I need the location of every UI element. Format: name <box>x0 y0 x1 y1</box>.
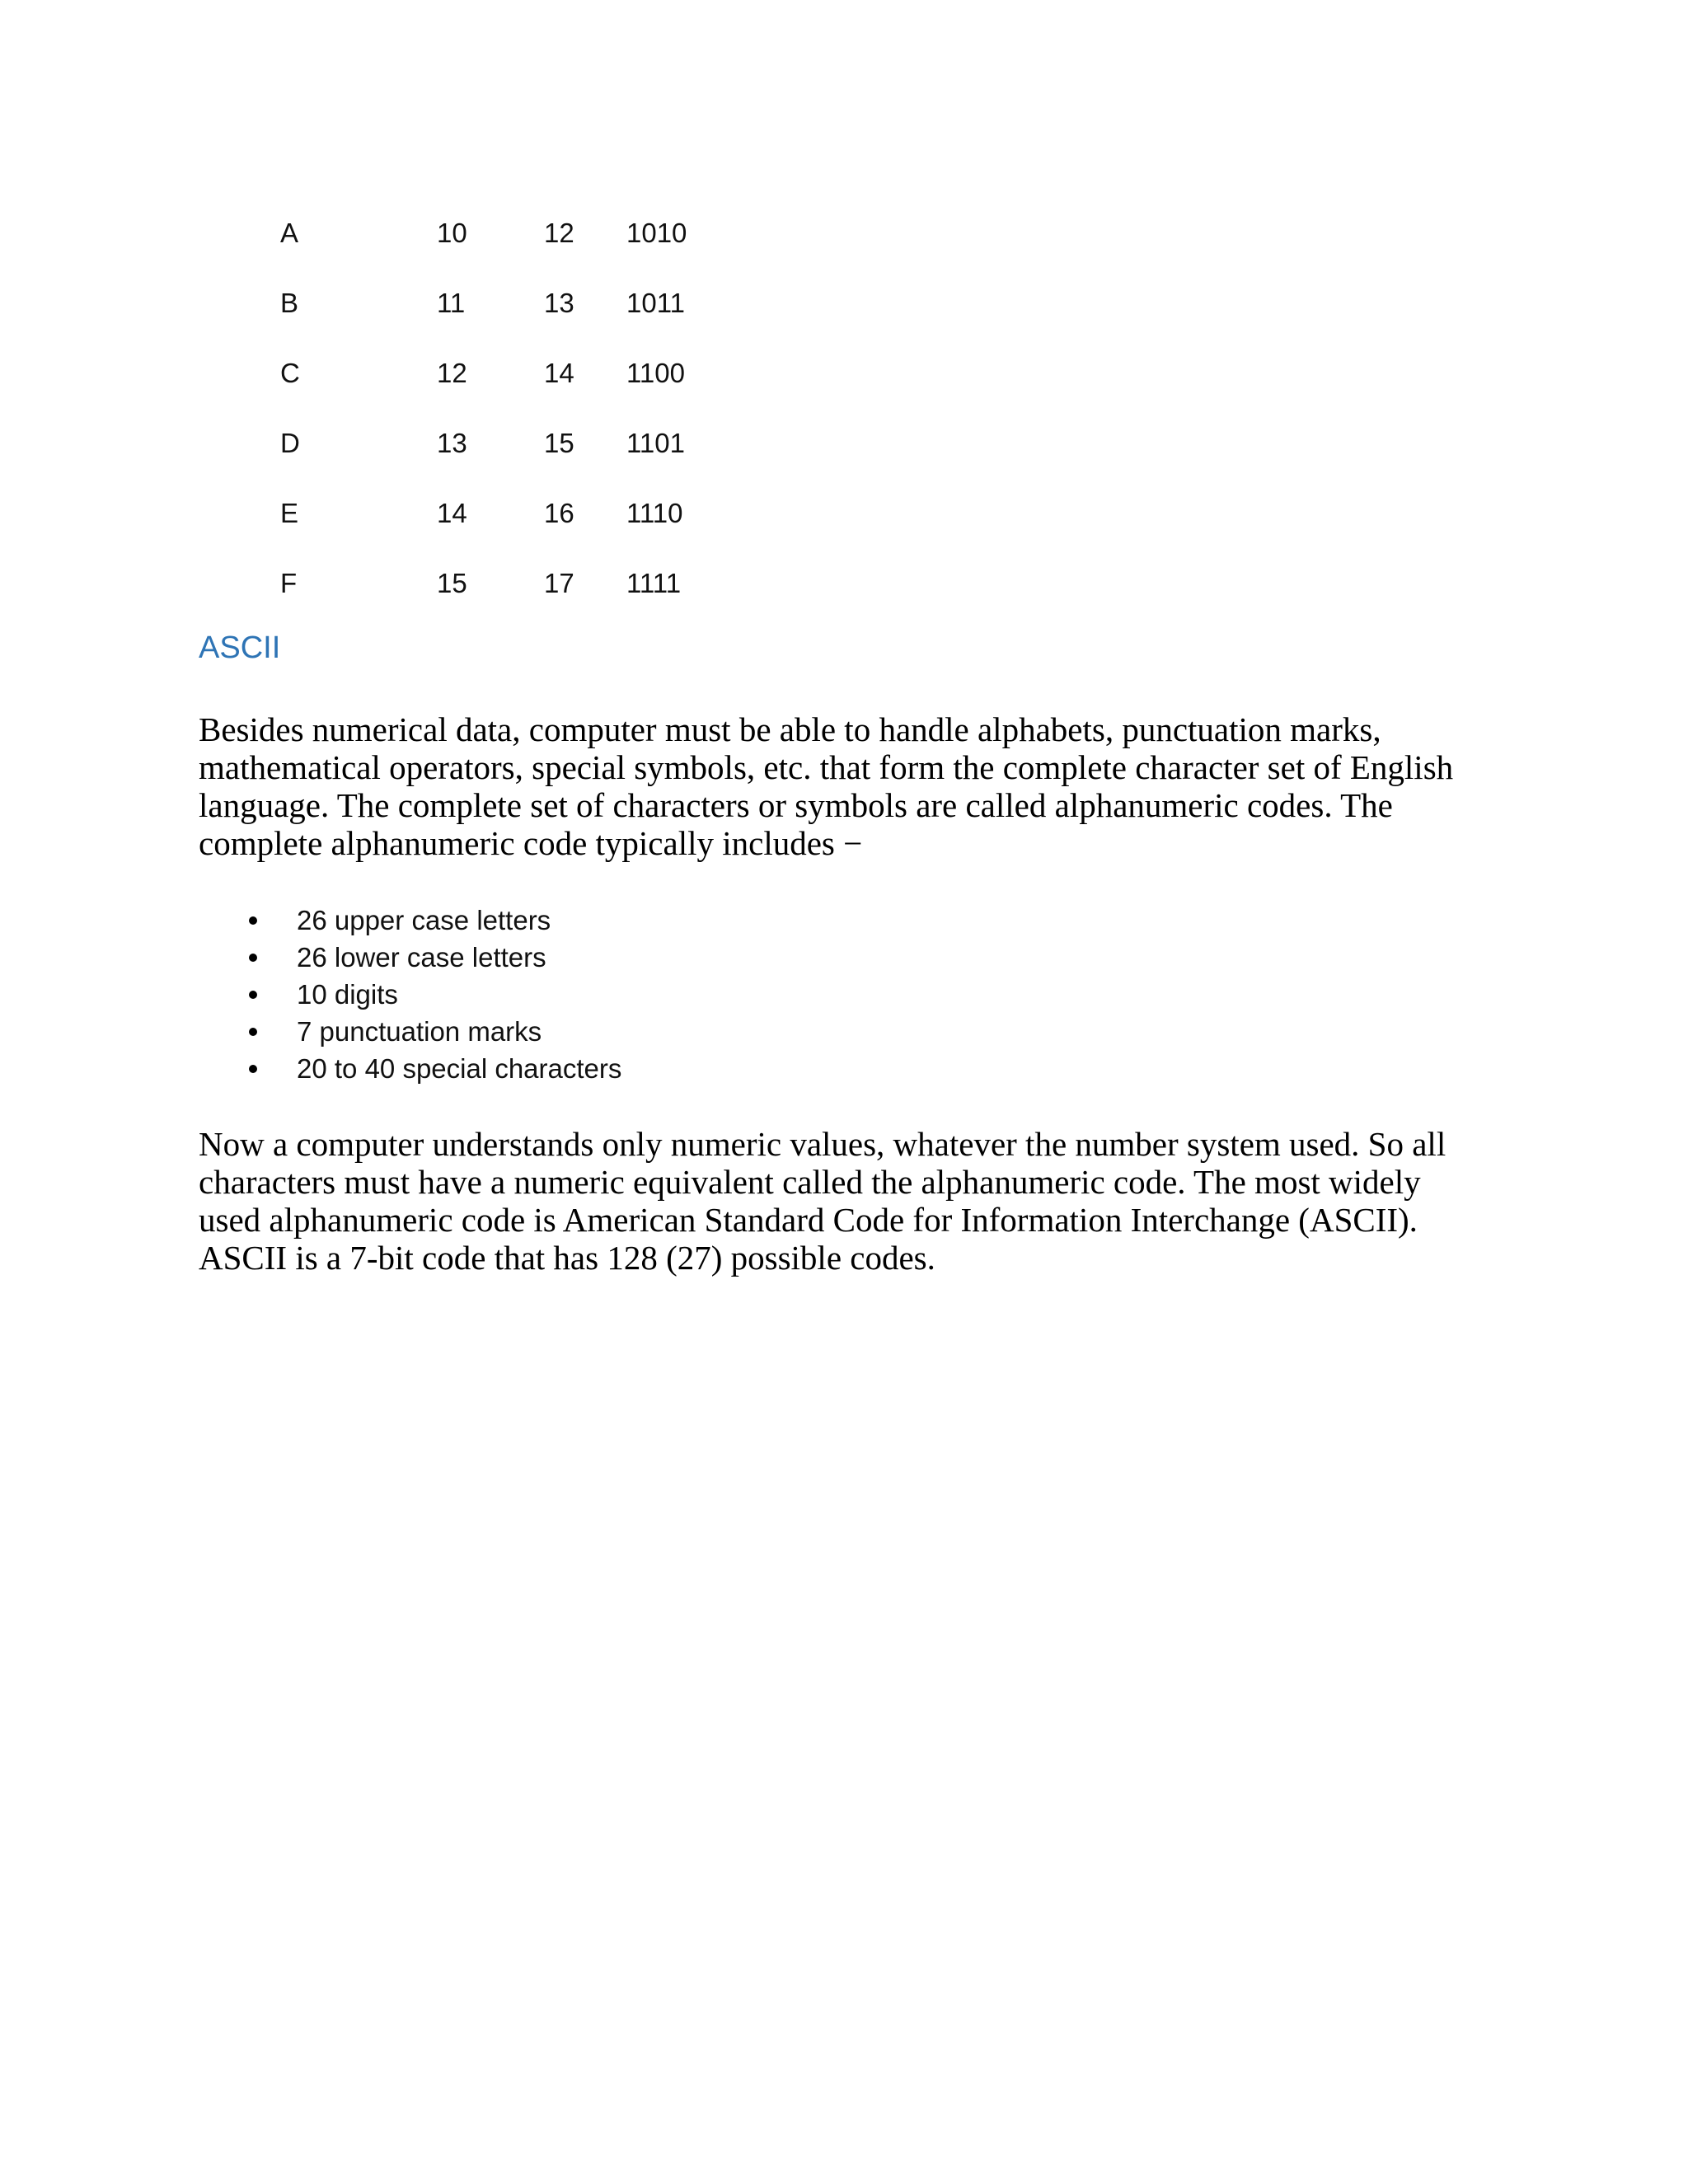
table-cell-decimal: 14 <box>437 497 467 528</box>
table-cell-hex: F <box>280 567 298 598</box>
table-cell-octal: 17 <box>544 567 574 598</box>
table-cell-decimal: 12 <box>437 357 467 388</box>
bullet-icon <box>249 1065 257 1073</box>
section-heading: ASCII <box>199 630 281 665</box>
list-item-text: 26 upper case letters <box>297 905 551 935</box>
bullet-icon <box>249 1028 257 1036</box>
table-cell-hex: A <box>280 217 299 248</box>
table-row <box>280 268 742 338</box>
table-cell-octal: 15 <box>544 427 574 458</box>
table-cell-decimal: 13 <box>437 427 467 458</box>
list-item-text: 10 digits <box>297 979 398 1010</box>
table-cell-octal: 12 <box>544 217 574 248</box>
table-cell-octal: 13 <box>544 287 574 318</box>
intro-paragraph: Besides numerical data, computer must be able to handle alphabets, punctuation marks, mathematical operators, special symbols, etc. that form the complete character set of English language. The complete set of characters or symbols are called alphanumeric codes. The complete alphanumeric code typically includes − <box>199 710 1454 862</box>
table-cell-decimal: 15 <box>437 567 467 598</box>
bullet-icon <box>249 991 257 999</box>
list-item <box>199 902 621 939</box>
table-row <box>280 478 742 548</box>
bullet-icon <box>249 916 257 925</box>
table-row <box>280 198 742 268</box>
table-cell-binary: 1111 <box>626 567 682 598</box>
character-set-list <box>199 902 621 1087</box>
table-cell-binary: 1010 <box>626 217 687 248</box>
list-item <box>199 1013 621 1050</box>
list-item-text: 20 to 40 special characters <box>297 1053 622 1084</box>
list-item <box>199 976 621 1013</box>
table-row <box>280 408 742 478</box>
list-item-text: 7 punctuation marks <box>297 1016 542 1047</box>
table-cell-octal: 16 <box>544 497 574 528</box>
table-cell-binary: 1011 <box>626 287 685 318</box>
table-cell-hex: B <box>280 287 299 318</box>
table-cell-octal: 14 <box>544 357 574 388</box>
list-item-text: 26 lower case letters <box>297 942 546 972</box>
table-cell-hex: D <box>280 427 300 458</box>
bullet-icon <box>249 954 257 962</box>
ascii-paragraph: Now a computer understands only numeric values, whatever the number system used. So all characters must have a numeric equivalent called the alphanumeric code. The most widely used alphanumeric code is American Standard Code for Information Interchange (ASCII). ASCII is a 7-bit code that has 128 (27) possible codes. <box>199 1125 1447 1277</box>
table-cell-hex: C <box>280 357 300 388</box>
table-cell-hex: E <box>280 497 299 528</box>
list-item <box>199 939 621 976</box>
table-cell-decimal: 11 <box>437 287 466 318</box>
table-cell-binary: 1100 <box>626 357 685 388</box>
table-cell-decimal: 10 <box>437 217 467 248</box>
table-cell-binary: 1101 <box>626 427 685 458</box>
table-cell-binary: 1110 <box>626 497 683 528</box>
list-item <box>199 1050 621 1087</box>
table-row <box>280 548 742 618</box>
table-row <box>280 338 742 408</box>
hex-code-table <box>280 198 742 618</box>
